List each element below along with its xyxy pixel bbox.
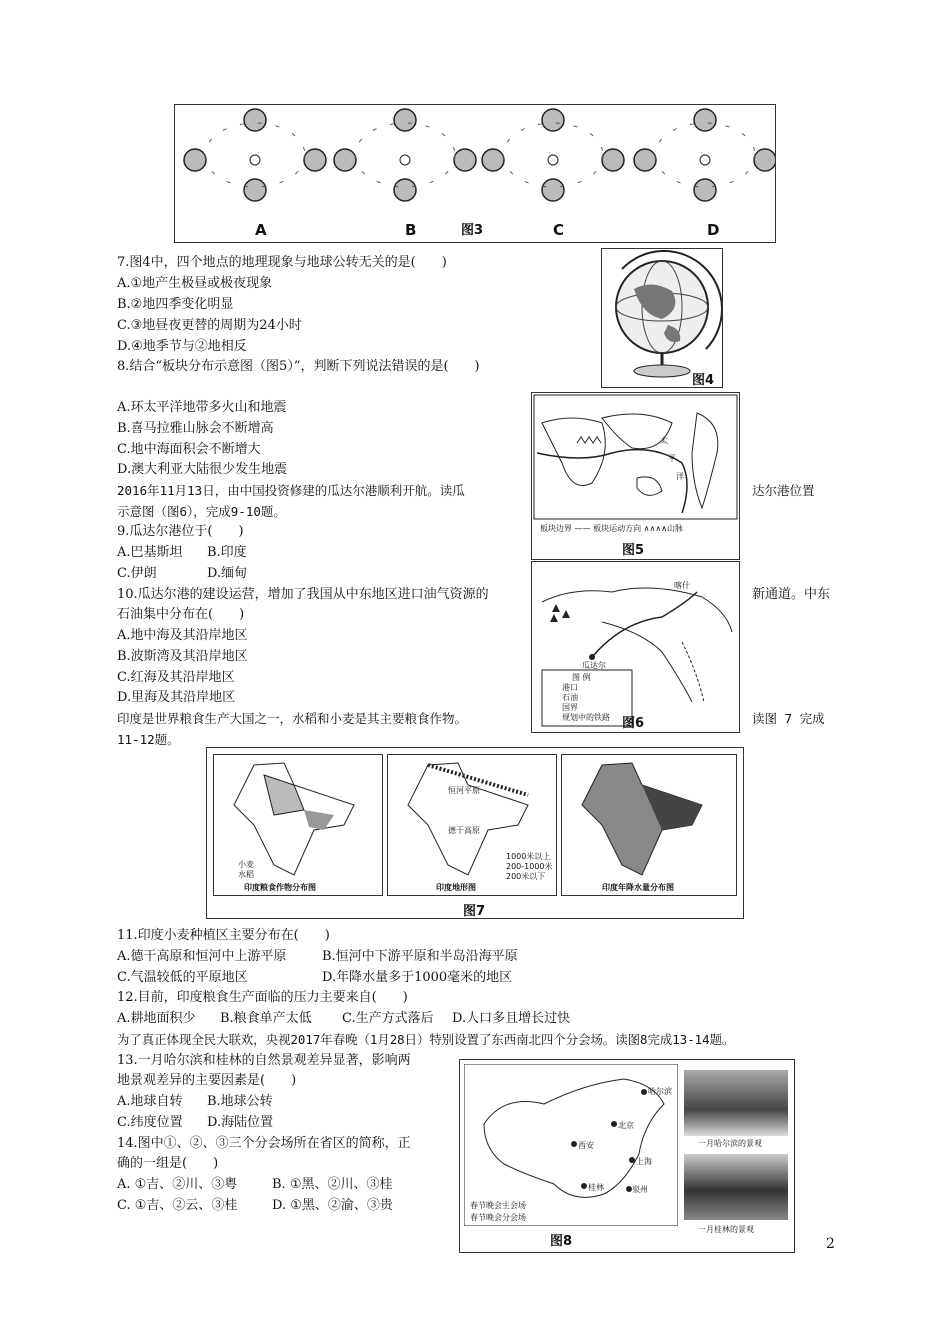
globe-2-3 [542, 179, 564, 201]
figure-6-legend-border: 国界 [562, 703, 578, 712]
q13-line1: 13.一月哈尔滨和桂林的自然景观差异显著，影响两 [117, 1053, 411, 1068]
figure-8-label-guilin: 桂林 [588, 1183, 604, 1192]
figure-8-legend-sub: 春节晚会分会场 [470, 1213, 526, 1222]
figure-4 [601, 248, 723, 388]
photo-harbin-caption: 一月哈尔滨的景观 [698, 1139, 762, 1148]
intro-1314: 为了真正体现全民大联欢，央视2017年春晚（1月28日）特别设置了东西南北四个分会场。读图8完成13-14题。 [117, 1032, 735, 1047]
globe-3-1 [694, 109, 716, 131]
figure-5-label-3: 洋 [676, 472, 684, 481]
globe-2-1 [542, 109, 564, 131]
intro-910-left: 2016年11月13日，由中国投资修建的瓜达尔港顺利开航。读瓜 [117, 483, 465, 498]
photo-guilin [684, 1154, 788, 1220]
q13-option-b: B.地球公转 [207, 1094, 273, 1109]
figure-6-legend-port: 港口 [562, 683, 578, 692]
sun-1 [400, 155, 410, 165]
figure-6-caption: 图6 [622, 716, 645, 731]
photo-harbin [684, 1070, 788, 1136]
q7-option-c: C.③地昼夜更替的周期为24小时 [117, 318, 302, 333]
q9-option-c: C.伊朗 [117, 566, 157, 581]
q10-stem-right: 新通道。中东 [752, 587, 831, 602]
q9-option-a: A.巴基斯坦 [117, 545, 183, 560]
globe-3-0 [634, 149, 656, 171]
figure-6-legend-railway: 规划中的铁路 [562, 713, 610, 722]
q9-option-d: D.缅甸 [207, 566, 248, 581]
panel-terrain-title: 印度地形图 [436, 883, 476, 892]
intro-910-right: 达尔港位置 [752, 483, 815, 498]
q9-stem: 9.瓜达尔港位于( ) [117, 524, 244, 539]
q7-option-d: D.④地季节与②地相反 [117, 339, 247, 354]
q12-option-b: B.粮食单产太低 [220, 1011, 312, 1026]
globe-1-1 [394, 109, 416, 131]
q9-option-b: B.印度 [207, 545, 247, 560]
figure-5-label-1: 太 [660, 436, 668, 445]
q8-option-c: C.地中海面积会不断增大 [117, 442, 261, 457]
figure-5 [531, 392, 740, 560]
q13-option-d: D.海陆位置 [207, 1115, 274, 1130]
q11-option-d: D.年降水量多于1000毫米的地区 [322, 970, 513, 985]
globe-0-2 [304, 149, 326, 171]
panel-terrain-legend-3: 200米以下 [506, 872, 546, 881]
q14-line2: 确的一组是( ) [117, 1156, 219, 1171]
figure-7-caption: 图7 [463, 904, 486, 919]
figure-8-label-harbin: 哈尔滨 [648, 1087, 672, 1096]
sun-3 [700, 155, 710, 165]
q10-stem-left: 10.瓜达尔港的建设运营，增加了我国从中东地区进口油气资源的 [117, 587, 489, 602]
q13-option-c: C.纬度位置 [117, 1115, 183, 1130]
figure-7 [206, 747, 744, 919]
figure-7-panel-rainfall [561, 754, 737, 896]
globe-illustration [602, 249, 722, 387]
q12-stem: 12.目前，印度粮食生产面临的压力主要来自( ) [117, 990, 408, 1005]
q8-option-d: D.澳大利亚大陆很少发生地震 [117, 462, 288, 477]
globe-1-0 [334, 149, 356, 171]
intro-1112-right: 读图 7 完成 [752, 711, 825, 726]
globe-0-1 [244, 109, 266, 131]
q14-option-c: C. ①吉、②云、③桂 [117, 1198, 238, 1213]
globe-3-3 [694, 179, 716, 201]
figure-8-legend-main: 春节晚会主会场 [470, 1201, 526, 1210]
figure-6-legend-oil: 石油 [562, 693, 578, 702]
figure-8-label-quanzhou: 泉州 [632, 1185, 648, 1194]
globe-2-0 [482, 149, 504, 171]
intro-910-line2: 示意图（图6），完成9-10题。 [117, 504, 286, 519]
intro-1112-left: 印度是世界粮食生产大国之一，水稻和小麦是其主要粮食作物。 [117, 711, 468, 726]
figure-5-caption: 图5 [622, 543, 645, 558]
figure-3-label-c: C [553, 221, 565, 239]
q11-stem: 11.印度小麦种植区主要分布在( ) [117, 928, 330, 943]
photo-guilin-caption: 一月桂林的景观 [698, 1225, 754, 1234]
figure-6-label-gwadar: 瓜达尔 [582, 661, 606, 670]
intro-1112-line2: 11-12题。 [117, 732, 180, 747]
q7-option-a: A.①地产生极昼或极夜现象 [117, 276, 273, 291]
figure-6-label-kashgar: 喀什 [674, 581, 690, 590]
panel-rainfall-title: 印度年降水量分布图 [602, 883, 674, 892]
figure-8 [459, 1059, 795, 1253]
q7-stem: 7.图4中，四个地点的地理现象与地球公转无关的是( ) [117, 255, 447, 270]
sun-2 [548, 155, 558, 165]
q8-stem: 8.结合“板块分布示意图（图5）”，判断下列说法错误的是( ) [117, 359, 480, 374]
figure-6 [531, 561, 740, 733]
figure-3-label-a: A [255, 221, 267, 239]
figure-8-label-shanghai: 上海 [636, 1157, 652, 1166]
q11-option-c: C.气温较低的平原地区 [117, 970, 248, 985]
plate-map [532, 393, 739, 559]
panel-terrain-label-plain: 恒河平原 [448, 786, 480, 795]
q8-option-b: B.喜马拉雅山脉会不断增高 [117, 421, 274, 436]
figure-8-label-beijing: 北京 [618, 1121, 634, 1130]
q7-option-b: B.②地四季变化明显 [117, 297, 234, 312]
page-number: 2 [826, 1236, 835, 1252]
figure-3-caption: 图3 [461, 223, 484, 238]
globe-1-2 [454, 149, 476, 171]
q13-option-a: A.地球自转 [117, 1094, 183, 1109]
figure-5-legend: 板块边界 —— 板块运动方向 ∧∧∧∧山脉 [540, 524, 684, 533]
panel-terrain-legend-2: 200-1000米 [506, 862, 553, 871]
q12-option-c: C.生产方式落后 [342, 1011, 434, 1026]
q8-option-a: A.环太平洋地带多火山和地震 [117, 400, 287, 415]
figure-4-caption: 图4 [692, 373, 715, 388]
figure-8-caption: 图8 [550, 1234, 573, 1249]
q14-option-a: A. ①吉、②川、③粤 [117, 1177, 238, 1192]
q14-option-d: D. ①黑、②渝、③贵 [272, 1198, 393, 1213]
figure-7-panel-terrain [387, 754, 557, 896]
figure-8-label-xian: 西安 [578, 1141, 594, 1150]
q10-option-a: A.地中海及其沿岸地区 [117, 628, 248, 643]
q10-option-c: C.红海及其沿岸地区 [117, 670, 235, 685]
figure-5-label-2: 平 [668, 454, 676, 463]
panel-terrain-legend-1: 1000米以上 [506, 852, 551, 861]
q12-option-a: A.耕地面积少 [117, 1011, 196, 1026]
q14-option-b: B. ①黑、②川、③桂 [272, 1177, 393, 1192]
q10-option-d: D.里海及其沿岸地区 [117, 690, 236, 705]
q11-option-a: A.德干高原和恒河中上游平原 [117, 949, 287, 964]
globe-0-0 [184, 149, 206, 171]
globe-2-2 [602, 149, 624, 171]
q13-line2: 地景观差异的主要因素是( ) [117, 1073, 297, 1088]
figure-3-label-d: D [707, 221, 720, 239]
panel-crops-legend-rice: 水稻 [238, 870, 254, 879]
figure-3-label-b: B [405, 221, 417, 239]
q12-option-d: D.人口多且增长过快 [452, 1011, 571, 1026]
globe-1-3 [394, 179, 416, 201]
figure-6-legend-title: 图 例 [572, 673, 591, 682]
q11-option-b: B.恒河中下游平原和半岛沿海平原 [322, 949, 518, 964]
q10-stem-line2: 石油集中分布在( ) [117, 607, 245, 622]
figure-7-panel-crops [213, 754, 383, 896]
globe-3-2 [754, 149, 775, 171]
q14-line1: 14.图中①、②、③三个分会场所在省区的简称，正 [117, 1136, 411, 1151]
panel-crops-title: 印度粮食作物分布图 [244, 883, 316, 892]
panel-crops-legend-wheat: 小麦 [238, 860, 254, 869]
globe-0-3 [244, 179, 266, 201]
sun-0 [250, 155, 260, 165]
panel-terrain-label-plateau: 德干高原 [448, 826, 480, 835]
figure-3 [174, 104, 776, 243]
q10-option-b: B.波斯湾及其沿岸地区 [117, 649, 248, 664]
